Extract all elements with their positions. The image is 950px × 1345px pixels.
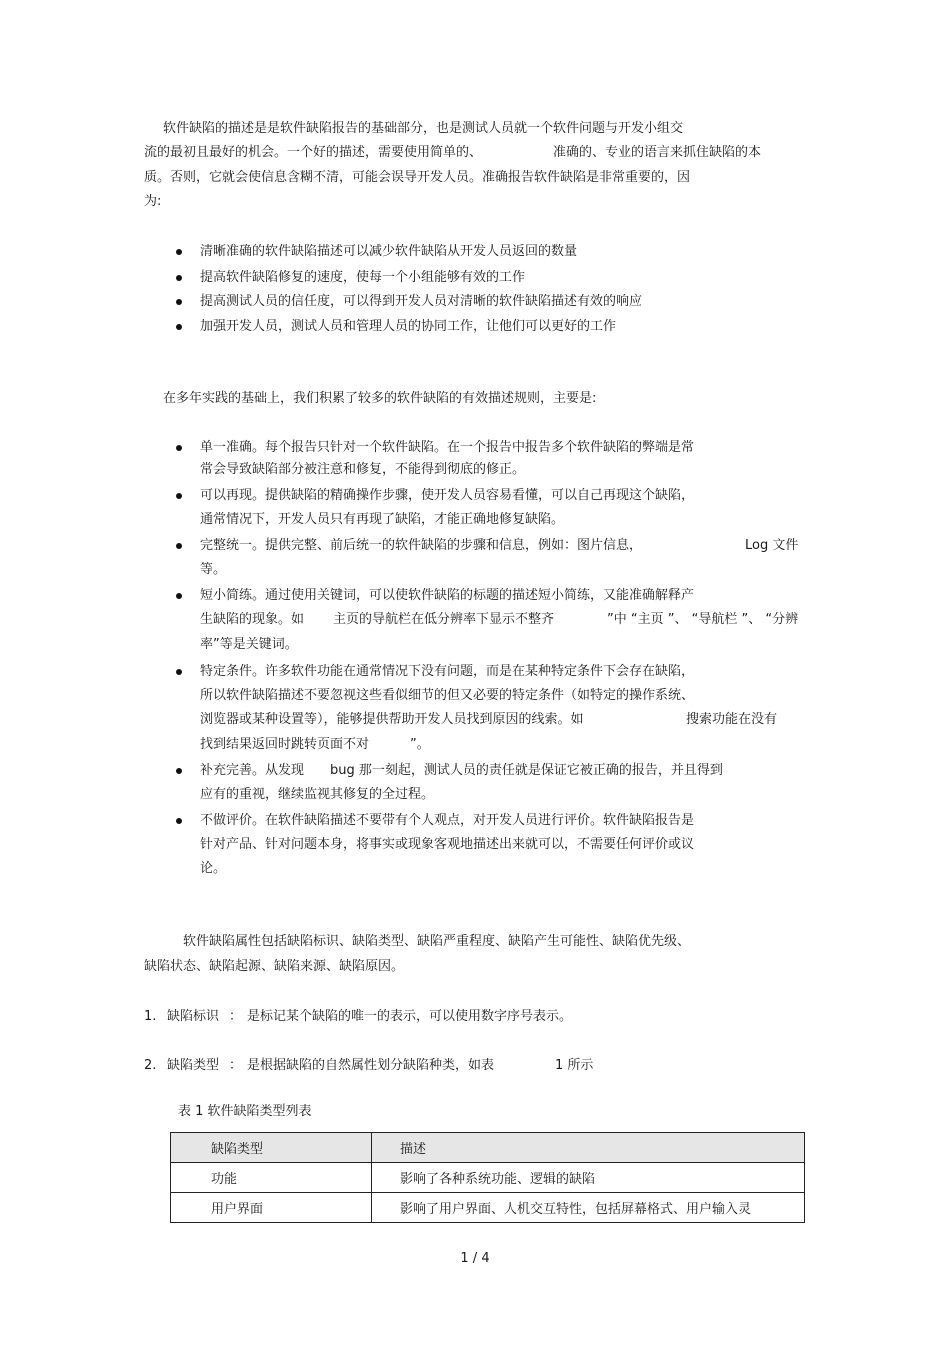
table-row — [171, 1193, 805, 1223]
table-cell-type: 功能 — [171, 1163, 372, 1193]
item-2-description: 是根据缺陷的自然属性划分缺陷种类，如表 — [247, 1058, 495, 1073]
rule-7-line-3: 论。 — [200, 861, 227, 876]
table-cell-description: 影响了用户界面、人机交互特性，包括屏幕格式、用户输入灵 — [372, 1193, 805, 1223]
reason-item: 提高软件缺陷修复的速度，使每一个小组能够有效的工作 — [200, 270, 526, 285]
item-2-colon: ： — [229, 1058, 243, 1073]
rule-5-line-3a: 浏览器或某种设置等），能够提供帮助开发人员找到原因的线索。如 — [200, 712, 584, 727]
rule-6-line-1b: bug 那一刻起，测试人员的责任就是保证它被正确的报告，并且得到 — [330, 763, 723, 778]
column-header-type: 缺陷类型 — [171, 1133, 372, 1163]
intro-line-4: 为: — [144, 194, 162, 209]
rule-6-line-2: 应有的重视，继续监视其修复的全过程。 — [200, 787, 435, 802]
rule-4-line-3: 率”等是关键词。 — [200, 637, 298, 652]
rule-5-line-4a: 找到结果返回时跳转页面不对 — [200, 737, 370, 752]
rule-7-line-2: 针对产品、针对问题本身，将事实或现象客观地描述出来就可以，不需要任何评价或议 — [200, 837, 695, 852]
rule-4-line-2c: ”中 “主页 ”、 “导航栏 ”、 “分辨 — [607, 612, 799, 627]
rules-intro: 在多年实践的基础上，我们积累了较多的软件缺陷的有效描述规则，主要是: — [163, 391, 597, 406]
bullet-icon — [176, 445, 182, 451]
rule-2-line-1: 可以再现。提供缺陷的精确操作步骤，使开发人员容易看懂，可以自己再现这个缺陷， — [200, 488, 695, 503]
table-cell-description: 影响了各种系统功能、逻辑的缺陷 — [372, 1163, 805, 1193]
attributes-line-2: 缺陷状态、缺陷起源、缺陷来源、缺陷原因。 — [144, 959, 405, 974]
reason-item: 提高测试人员的信任度，可以得到开发人员对清晰的软件缺陷描述有效的响应 — [200, 294, 643, 309]
rule-1-line-2: 常会导致缺陷部分被注意和修复，不能得到彻底的修正。 — [200, 462, 526, 477]
bullet-icon — [176, 768, 182, 774]
item-2-term: 缺陷类型 — [167, 1058, 220, 1073]
reason-item: 加强开发人员，测试人员和管理人员的协同工作，让他们可以更好的工作 — [200, 319, 617, 334]
reason-item: 清晰准确的软件缺陷描述可以减少软件缺陷从开发人员返回的数量 — [200, 244, 578, 259]
table-caption: 表 1 软件缺陷类型列表 — [178, 1104, 312, 1119]
rule-5-line-4b: ”。 — [410, 737, 430, 752]
intro-line-3: 质。否则，它就会使信息含糊不清，可能会误导开发人员。准确报告软件缺陷是非常重要的，因 — [144, 170, 691, 185]
rule-3-line-1a: 完整统一。提供完整、前后统一的软件缺陷的步骤和信息，例如：图片信息， — [200, 538, 643, 553]
rule-6-line-1a: 补充完善。从发现 — [200, 763, 305, 778]
bullet-icon — [176, 818, 182, 824]
rule-5-line-1: 特定条件。许多软件功能在通常情况下没有问题，而是在某种特定条件下会存在缺陷， — [200, 664, 695, 679]
intro-line-2a: 流的最初且最好的机会。一个好的描述，需要使用简单的、 — [144, 145, 483, 160]
intro-line-2b: 准确的、专业的语言来抓住缺陷的本 — [553, 145, 762, 160]
table-cell-type: 用户界面 — [171, 1193, 372, 1223]
bullet-icon — [176, 275, 182, 281]
rule-1-line-1: 单一准确。每个报告只针对一个软件缺陷。在一个报告中报告多个软件缺陷的弊端是常 — [200, 440, 695, 455]
table-row — [171, 1163, 805, 1193]
bullet-icon — [176, 493, 182, 499]
bullet-icon — [176, 543, 182, 549]
defect-type-table — [170, 1132, 805, 1223]
column-header-description: 描述 — [372, 1133, 805, 1163]
item-1-description: 是标记某个缺陷的唯一的表示，可以使用数字序号表示。 — [247, 1009, 573, 1024]
rule-5-line-2: 所以软件缺陷描述不要忽视这些看似细节的但又必要的特定条件（如特定的操作系统、 — [200, 688, 695, 703]
bullet-icon — [176, 593, 182, 599]
bullet-icon — [176, 249, 182, 255]
rule-4-line-2b: 主页的导航栏在低分辨率下显示不整齐 — [333, 612, 555, 627]
rule-4-line-2a: 生缺陷的现象。如 — [200, 612, 305, 627]
rule-3-line-2: 等。 — [200, 562, 227, 577]
rule-4-line-1: 短小简练。通过使用关键词，可以使软件缺陷的标题的描述短小简练，又能准确解释产 — [200, 588, 695, 603]
intro-line-1: 软件缺陷的描述是是软件缺陷报告的基础部分，也是测试人员就一个软件问题与开发小组交 — [163, 121, 684, 136]
rule-5-line-3b: 搜索功能在没有 — [686, 712, 778, 727]
page-number: 1 / 4 — [460, 1251, 490, 1266]
item-1-number: 1. — [144, 1009, 157, 1024]
rule-2-line-2: 通常情况下，开发人员只有再现了缺陷，才能正确地修复缺陷。 — [200, 512, 565, 527]
table-header-row — [171, 1133, 805, 1163]
bullet-icon — [176, 324, 182, 330]
rule-7-line-1: 不做评价。在软件缺陷描述不要带有个人观点，对开发人员进行评价。软件缺陷报告是 — [200, 813, 695, 828]
item-2-number: 2. — [144, 1058, 157, 1073]
item-2-table-ref: 1 所示 — [555, 1058, 594, 1073]
attributes-line-1: 软件缺陷属性包括缺陷标识、缺陷类型、缺陷严重程度、缺陷产生可能性、缺陷优先级、 — [183, 934, 691, 949]
item-1-term: 缺陷标识 — [167, 1009, 220, 1024]
item-1-colon: ： — [229, 1009, 243, 1024]
rule-3-line-1b: Log 文件 — [745, 538, 799, 553]
bullet-icon — [176, 669, 182, 675]
bullet-icon — [176, 299, 182, 305]
